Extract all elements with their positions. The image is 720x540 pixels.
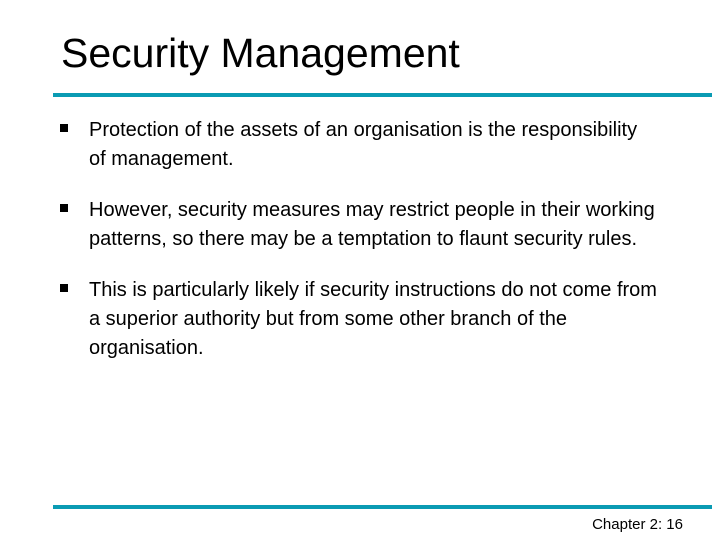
bullet-item [59,116,659,174]
bullet-item [59,276,659,363]
bullet-text: This is particularly likely if security instructions do not come from a superior authority but from some other branch of the organisation. [89,279,657,359]
bullet-text: Protection of the assets of an organisation is the responsibility of management. [89,119,638,170]
bullet-text: However, security measures may restrict people in their working patterns, so there may be a temptation to flaunt security rules. [89,199,655,250]
page-number: Chapter 2: 16 [592,516,683,533]
bullet-list [59,116,659,385]
square-bullet-icon [60,204,68,212]
footer-divider [53,505,712,509]
square-bullet-icon [60,124,68,132]
slide-title: Security Management [61,30,460,76]
square-bullet-icon [60,284,68,292]
bullet-item [59,196,659,254]
title-divider [53,93,712,97]
